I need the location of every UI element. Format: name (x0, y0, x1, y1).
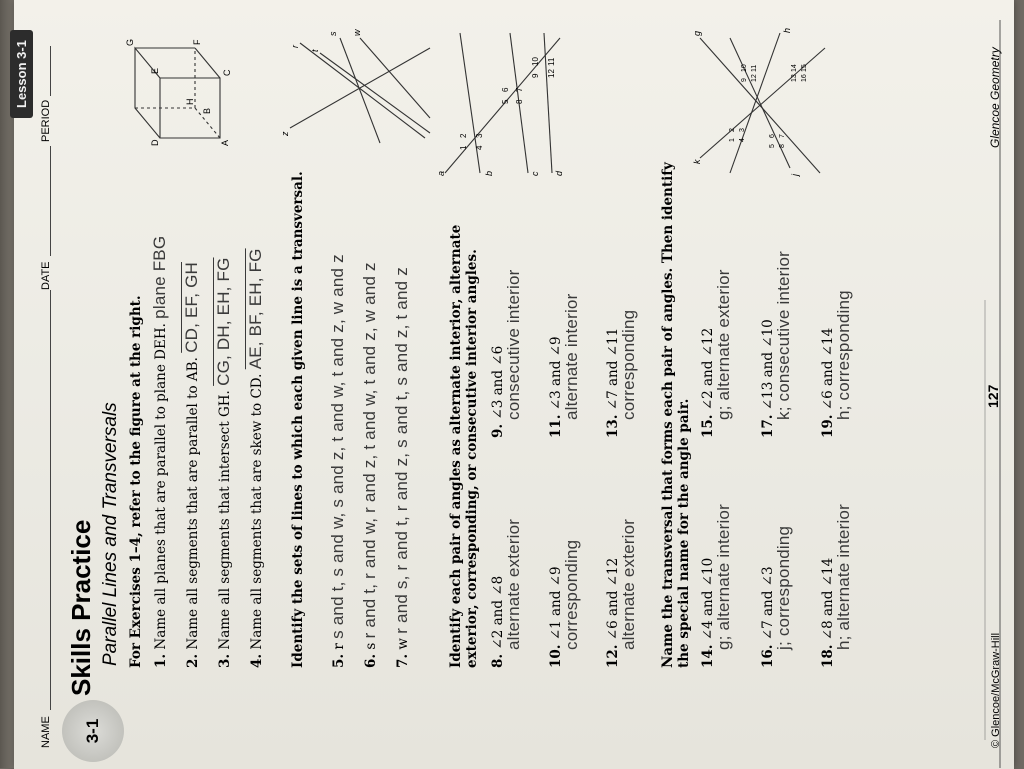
item-prompt: ∠13 and ∠10 (760, 319, 776, 411)
angle-8: 8 (515, 99, 524, 104)
angle-16: 16 (801, 74, 808, 82)
fig-label-b: b (484, 170, 494, 176)
item-prompt: ∠8 and ∠14 (820, 557, 836, 641)
fig-label-A: A (220, 139, 230, 146)
angle-4: 4 (739, 138, 746, 142)
item-number: 14. (700, 644, 716, 668)
angle-11: 11 (547, 57, 556, 66)
angle-9: 9 (741, 78, 748, 82)
s1-item-1 (152, 128, 169, 668)
item-prompt: ∠2 and ∠8 (490, 575, 506, 650)
item-number: 17. (760, 414, 776, 438)
s4-item-16 (760, 448, 793, 668)
item-answer: alternate interior (562, 293, 581, 420)
item-number: 11. (548, 414, 564, 438)
item-number: 7. (395, 653, 411, 668)
page-number: 127 (985, 384, 1001, 408)
item-answer: alternate exterior (504, 518, 523, 650)
fig-label-E: E (150, 67, 160, 74)
item-answer: r and s, r and t, r and z, s and t, s and z, t and z (392, 267, 411, 634)
fig-label-w: w (352, 29, 362, 36)
angle-5: 5 (769, 144, 776, 148)
item-answer: s and t, s and w, s and z, t and w, t and z, w and z (328, 254, 347, 639)
item-prompt: Name all segments that are parallel to AB. (185, 357, 201, 650)
date-label-2: DATE (40, 261, 52, 290)
fig-label-g: g (692, 30, 702, 36)
angle-8: 8 (779, 144, 786, 148)
s4-item-17 (760, 198, 793, 438)
angle-1: 1 (729, 138, 736, 142)
angle-3: 3 (475, 133, 484, 138)
item-number: 3. (217, 653, 233, 668)
lesson-tag-2: Lesson 3-1 (10, 30, 33, 118)
item-answer: consecutive interior (504, 269, 523, 420)
angle-12: 12 (547, 69, 556, 78)
fig-label-s: s (328, 31, 338, 36)
item-number: 13. (605, 414, 621, 438)
item-number: 19. (820, 414, 836, 438)
angle-10: 10 (531, 57, 540, 66)
publisher: © Glencoe/McGraw-Hill (990, 632, 1002, 748)
s1-item-2 (184, 128, 201, 668)
item-prompt: ∠3 and ∠6 (490, 345, 506, 420)
s1-item-4 (248, 128, 265, 668)
cube-figure (120, 38, 240, 148)
item-answer: j; corresponding (774, 525, 793, 650)
lesson-badge-2: 3-1 (62, 700, 124, 762)
fig-label-H: H (185, 98, 195, 105)
item-number: 9. (490, 423, 506, 438)
fig-label-a: a (436, 170, 446, 176)
angle-2: 2 (459, 133, 468, 138)
transversal-lines-figure (280, 28, 440, 148)
item-answer: g; alternate exterior (714, 269, 733, 420)
fig-label-d: d (554, 170, 564, 176)
period-label: PERIOD (40, 99, 52, 142)
item-number: 5. (331, 653, 347, 668)
section4-instructions: Name the transversal that forms each pair of angles. Then identify the special name for the angle pair. (660, 162, 692, 668)
fig-label-t: t (310, 49, 320, 52)
item-number: 18. (820, 644, 836, 668)
s1-item-3 (216, 128, 233, 668)
section2-instructions: Identify the sets of lines to which each given line is a transversal. (290, 171, 306, 668)
period-underline (50, 46, 51, 96)
angle-14: 14 (791, 64, 798, 72)
name-underline (50, 290, 51, 710)
s4-item-19 (820, 208, 853, 438)
book-title: Glencoe Geometry (988, 47, 1002, 148)
page-title: Skills Practice (66, 519, 96, 696)
item-prompt: w (395, 638, 411, 650)
item-prompt: Name all planes that are parallel to plane DEH. (153, 323, 169, 650)
fig-label-B: B (202, 107, 212, 114)
item-number: 4. (249, 653, 265, 668)
item-prompt: ∠6 and ∠12 (605, 557, 621, 641)
fig-label-k: k (692, 159, 702, 164)
item-number: 16. (760, 644, 776, 668)
fig-label-j: j (790, 174, 800, 176)
item-answer: h; corresponding (834, 290, 853, 420)
item-answer: r and t, r and w, r and z, t and w, t and z, w and z (360, 262, 379, 639)
item-answer: AE, BF, EH, FG (246, 248, 265, 370)
fig-label-G: G (125, 38, 135, 46)
item-prompt: ∠1 and ∠9 (548, 566, 564, 641)
item-number: 1. (153, 653, 169, 668)
fig-label-r: r (290, 45, 300, 48)
angle-12: 12 (751, 74, 758, 82)
angle-1: 1 (459, 145, 468, 150)
item-prompt: ∠7 and ∠11 (605, 327, 621, 411)
item-prompt: r (331, 643, 347, 650)
s2-item-5 (330, 148, 347, 668)
item-answer: h; alternate interior (834, 504, 853, 650)
fig-label-C: C (222, 69, 232, 76)
angle-3: 3 (739, 128, 746, 132)
transversal-angles-figure (690, 28, 830, 178)
s3-item-11 (548, 218, 581, 438)
item-answer: alternate exterior (619, 518, 638, 650)
angle-5: 5 (501, 99, 510, 104)
angle-6: 6 (769, 134, 776, 138)
s3-item-10 (548, 448, 581, 668)
page-subtitle: Parallel Lines and Transversals (100, 402, 121, 666)
fig-label-h: h (782, 27, 792, 33)
fig-label-F: F (192, 39, 202, 45)
item-answer: k; consecutive interior (774, 250, 793, 420)
item-prompt: ∠4 and ∠10 (700, 557, 716, 641)
item-answer: corresponding (619, 309, 638, 420)
section3-instructions: Identify each pair of angles as alternate interior, alternate exterior, corresponding, or consecutive interior angles. (448, 224, 480, 668)
item-answer: g; alternate interior (714, 504, 733, 650)
item-prompt: Name all segments that intersect GH. (217, 390, 233, 650)
s3-item-8 (490, 448, 523, 668)
fig-label-D: D (150, 139, 160, 146)
item-number: 12. (605, 644, 621, 668)
item-prompt: ∠7 and ∠3 (760, 566, 776, 641)
angle-2: 2 (729, 128, 736, 132)
s2-item-7 (394, 148, 411, 668)
item-answer: CD, EF, GH (182, 262, 201, 353)
angle-7: 7 (515, 87, 524, 92)
fig-label-c: c (530, 171, 540, 176)
angle-6: 6 (501, 87, 510, 92)
angle-7: 7 (779, 134, 786, 138)
item-prompt: ∠2 and ∠12 (700, 327, 716, 411)
item-prompt: ∠3 and ∠9 (548, 336, 564, 411)
angle-13: 13 (791, 74, 798, 82)
item-answer: plane FBG (150, 235, 169, 319)
item-answer: corresponding (562, 539, 581, 650)
angle-4: 4 (475, 145, 484, 150)
item-answer: CG, DH, EH, FG (214, 257, 233, 386)
name-label-2: NAME (40, 716, 52, 748)
item-prompt: s (363, 642, 379, 650)
item-number: 6. (363, 653, 379, 668)
date-underline (50, 146, 51, 256)
s3-item-9 (490, 218, 523, 438)
s3-item-12 (605, 448, 638, 668)
item-number: 8. (490, 653, 506, 668)
item-prompt: Name all segments that are skew to CD. (249, 373, 265, 650)
section1-instructions: For Exercises 1–4, refer to the figure at the right. (128, 295, 144, 668)
s2-item-6 (362, 148, 379, 668)
s4-item-14 (700, 448, 733, 668)
angle-9: 9 (531, 73, 540, 78)
angle-pairs-figure (436, 28, 570, 178)
s4-item-18 (820, 448, 853, 668)
item-number: 10. (548, 644, 564, 668)
fig-label-z: z (280, 131, 290, 136)
s4-item-15 (700, 208, 733, 438)
item-number: 15. (700, 414, 716, 438)
angle-11: 11 (751, 64, 758, 72)
item-prompt: ∠6 and ∠14 (820, 327, 836, 411)
item-number: 2. (185, 653, 201, 668)
angle-15: 15 (801, 64, 808, 72)
angle-10: 10 (741, 64, 748, 72)
s3-item-13 (605, 218, 638, 438)
